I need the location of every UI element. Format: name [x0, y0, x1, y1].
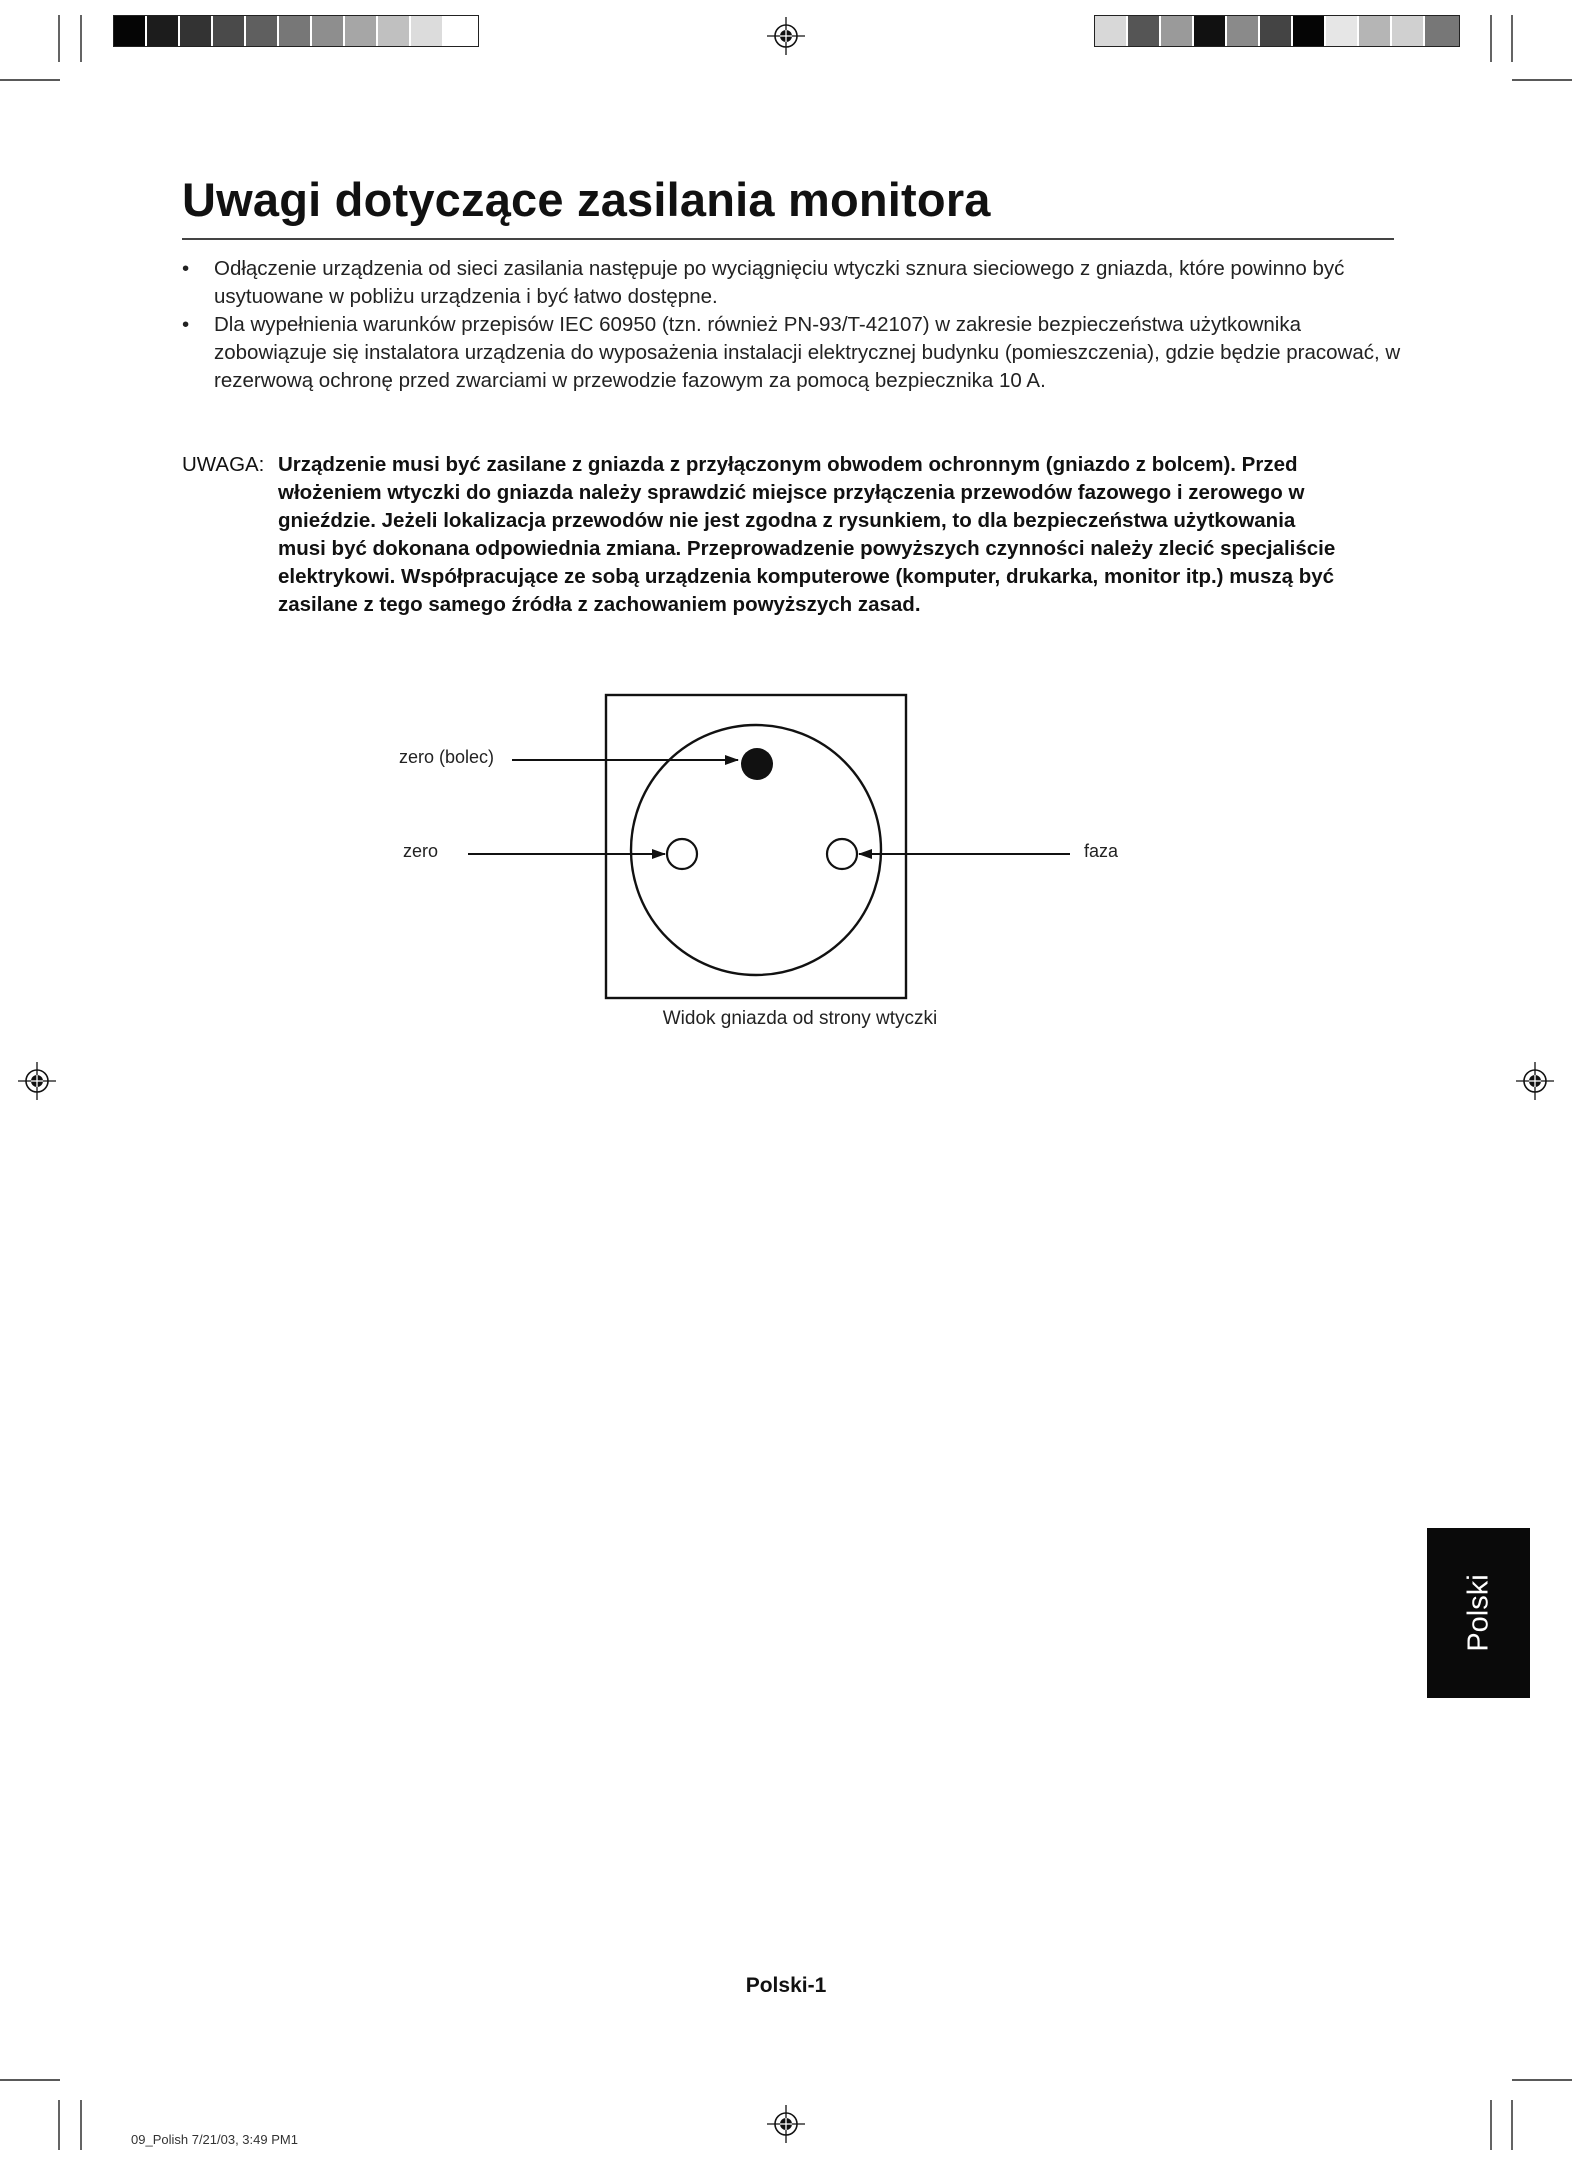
language-tab: [1427, 1528, 1530, 1698]
warning-line: włożeniem wtyczki do gniazda należy sprawdzić miejsce przyłączenia przewodów fazowego i zerowego w: [278, 481, 1305, 504]
registration-mark-icon: [18, 1062, 56, 1100]
diagram-caption: Widok gniazda od strony wtyczki: [662, 1008, 938, 1029]
page-number: Polski-1: [745, 1974, 827, 1997]
label-neutral: zero: [403, 841, 439, 861]
gray-scale-strip-left: [113, 15, 479, 47]
warning-line: zasilane z tego samego źródła z zachowaniem powyższych zasad.: [278, 593, 921, 616]
bullet-marker: •: [182, 313, 190, 336]
registration-mark-icon: [767, 17, 805, 55]
bullet-text: Odłączenie urządzenia od sieci zasilania następuje po wyciągnięciu wtyczki sznura sieciowego z gniazda, które powinno być usytuowane w pobliżu urządzenia i być łatwo dostępne.: [214, 257, 1345, 308]
neutral-hole-icon: [667, 839, 697, 869]
socket-frame: [606, 695, 906, 998]
registration-mark-icon: [1516, 1062, 1554, 1100]
label-phase: faza: [1084, 841, 1119, 861]
socket-diagram: [380, 690, 1140, 1010]
registration-mark-icon: [767, 2105, 805, 2143]
warning-line: elektrykowi. Współpracujące ze sobą urządzenia komputerowe (komputer, drukarka, monitor itp.) muszą być: [278, 565, 1335, 588]
label-earth: zero (bolec): [399, 747, 495, 767]
language-tab-label: Polski: [1462, 1574, 1494, 1652]
warning-note: [182, 451, 1402, 619]
warning-label: UWAGA:: [182, 453, 265, 476]
title-rule: [182, 238, 1394, 240]
warning-line: Urządzenie musi być zasilane z gniazda z przyłączonym obwodem ochronnym (gniazdo z bolcem). Przed: [278, 453, 1298, 476]
warning-line: musi być dokonana odpowiednia zmiana. Przeprowadzenie powyższych czynności należy zlecić specjaliście: [278, 537, 1336, 560]
bullet-item: [182, 311, 1402, 395]
bullet-marker: •: [182, 257, 190, 280]
bullet-item: [182, 255, 1402, 311]
print-slug: 09_Polish 7/21/03, 3:49 PM1: [131, 2132, 298, 2147]
bullet-text: Dla wypełnienia warunków przepisów IEC 60950 (tzn. również PN-93/T-42107) w zakresie bezpieczeństwa użytkownika zobowiązuje się instalatora urządzenia do wyposażenia instalacji elektrycznej budynku (pomieszczenia), gdzie będzie pracować, w rezerwową ochronę przed zwarciami w przewodzie fazowym za pomocą bezpiecznika 10 A.: [214, 313, 1401, 392]
gray-scale-strip-right: [1094, 15, 1460, 47]
phase-hole-icon: [827, 839, 857, 869]
earth-pin-icon: [741, 748, 773, 780]
page-title: Uwagi dotyczące zasilania monitora: [182, 173, 991, 226]
warning-line: gnieździe. Jeżeli lokalizacja przewodów nie jest zgodna z rysunkiem, to dla bezpieczeństwa użytkowania: [278, 509, 1296, 532]
